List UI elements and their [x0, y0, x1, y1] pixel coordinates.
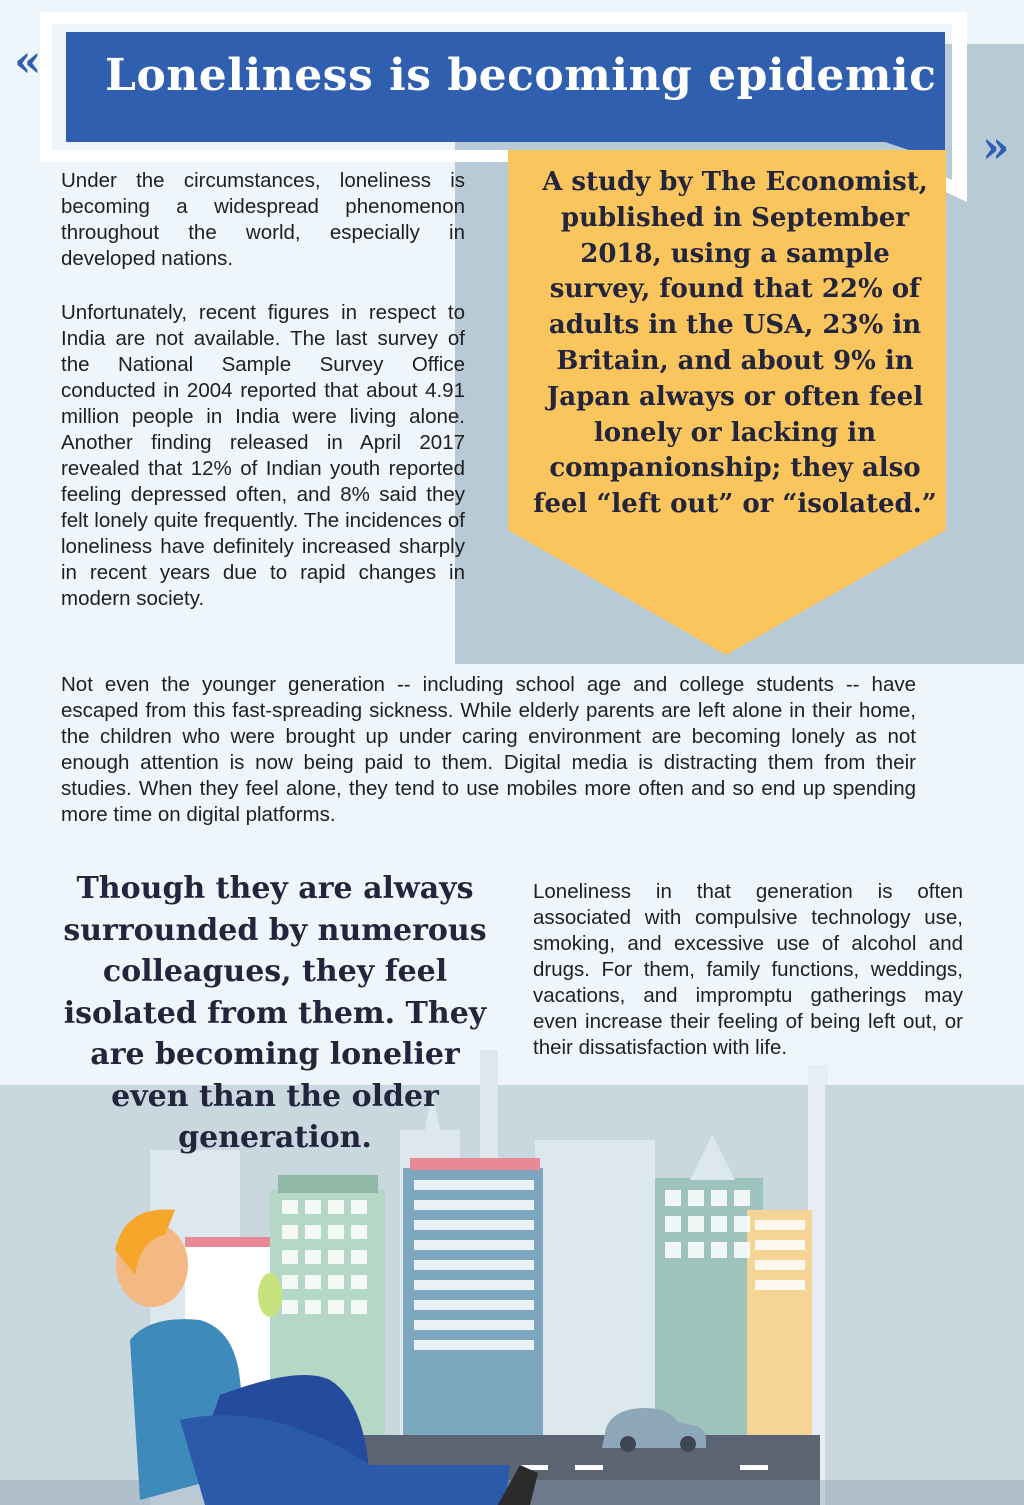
economist-study-callout: A study by The Economist, published in September 2018, using a sample survey, found that 22% of adults in the USA, 23% in Britain, and about 9% in Japan always or often feel lonely or lacking in companionship; they also feel “left out” or “isolated.”	[533, 167, 937, 520]
middle-paragraph: Not even the younger generation -- including school age and college students -- have escaped from this fast-spreading sickness. While elderly parents are left alone in their home, the children who were brought up under caring environment are becoming lonely as not enough attention is now being paid to them. Digital media is distracting them from their studies. When they feel alone, they tend to use mobiles more often and so end up spending more time on digital platforms.	[61, 673, 916, 826]
close-quote-icon: »	[982, 122, 1010, 173]
page-title: Loneliness is becoming epidemic	[105, 50, 937, 101]
intro-paragraph-2: Unfortunately, recent figures in respect to India are not available. The last survey of the National Sample Survey Office conducted in 2004 reported that about 4.91 million people in India were living alone. Another finding released in April 2017 revealed that 12% of Indian youth reported feeling depressed often, and 8% said they felt lonely quite frequently. The incidences of loneliness have definitely increased sharply in recent years due to rapid changes in modern society.	[61, 301, 465, 610]
open-quote-icon: «	[14, 36, 42, 87]
right-paragraph: Loneliness in that generation is often associated with compulsive technology use, smoking, and excessive use of alcohol and drugs. For them, family functions, weddings, vacations, and impromptu gatherings may even increase their feeling of being left out, or their dissatisfaction with life.	[533, 880, 963, 1059]
pull-quote: Though they are always surrounded by numerous colleagues, they feel isolated from them. They are becoming lonelier even than the older generation.	[63, 871, 487, 1155]
intro-paragraph-1: Under the circumstances, loneliness is becoming a widespread phenomenon throughout the world, especially in developed nations.	[61, 169, 465, 270]
